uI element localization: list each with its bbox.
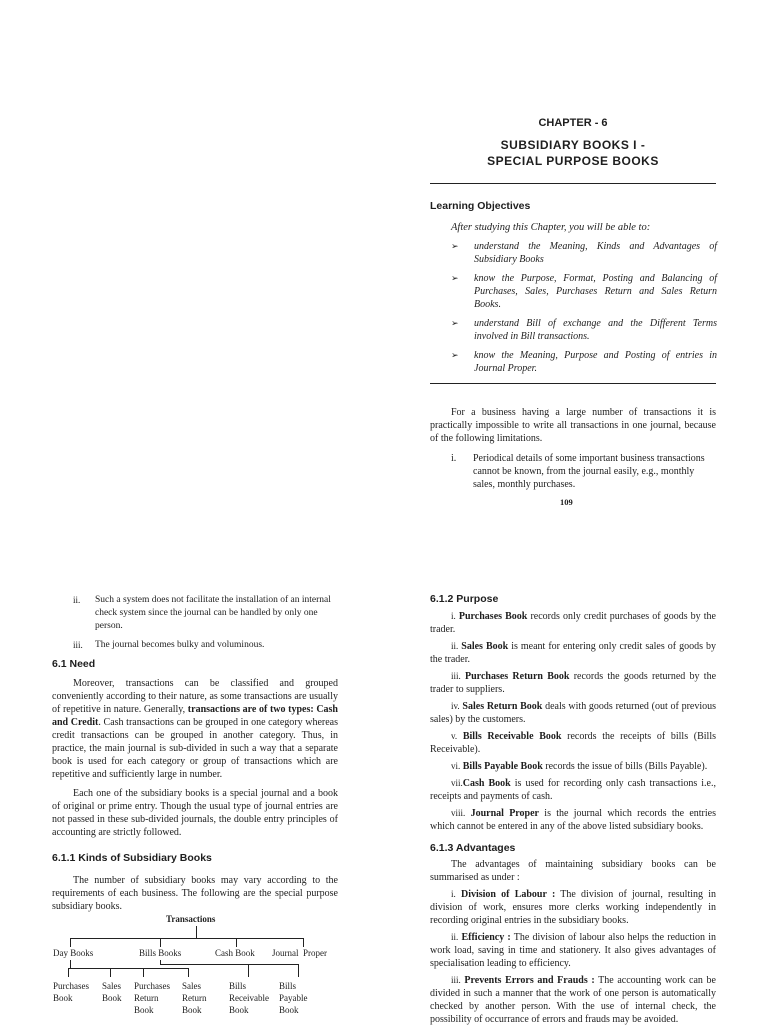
tree-connector	[188, 968, 189, 977]
limitations-list-continued	[73, 594, 338, 658]
purpose-list	[430, 610, 716, 837]
objective-item: ➢ understand Bill of exchange and the Different Terms involved in Bill transactions.	[451, 318, 717, 342]
objective-item: ➢ know the Meaning, Purpose and Posting of entries in Journal Proper.	[451, 350, 717, 374]
tree-connector	[70, 938, 71, 947]
tree-journal-proper: Journal Proper	[272, 948, 327, 958]
tree-sales-return-book: Sales Return Book	[182, 981, 207, 1015]
limitations-list-top	[451, 452, 717, 497]
page-number: 109	[560, 497, 573, 507]
learning-objectives-intro: After studying this Chapter, you will be able to:	[451, 222, 651, 233]
objective-item: ➢ understand the Meaning, Kinds and Advantages of Subsidiary Books	[451, 241, 717, 265]
learning-objectives-list	[451, 240, 717, 381]
purpose-item: vii.Cash Book is used for recording only cash transactions i.e., receipts and payments of cash.	[430, 778, 716, 802]
need-paragraph-2: Each one of the subsidiary books is a special journal and a book of original or prime entry. Though the usual type of journal entries are not passed in these sub-divided journals, the double entry principles of accounting are strictly followed.	[52, 788, 338, 838]
tree-connector	[70, 960, 71, 968]
tree-root: Transactions	[166, 914, 216, 924]
purpose-item: iii. Purchases Return Book records the goods returned by the trader to suppliers.	[430, 671, 717, 695]
chapter-title-line1: SUBSIDIARY BOOKS I -	[500, 138, 646, 152]
tree-connector	[236, 938, 237, 947]
kinds-paragraph: The number of subsidiary books may vary according to the requirements of each business. The following are the special purpose subsidiary books.	[52, 875, 338, 912]
tree-bills-books: Bills Books	[139, 948, 182, 958]
tree-connector	[298, 964, 299, 977]
tree-connector	[68, 968, 188, 969]
tree-purchases-return-book: Purchases Return Book	[134, 981, 170, 1015]
arrow-bullet-icon: ➢	[451, 241, 459, 251]
purpose-item: viii. Journal Proper is the journal which records the entries which cannot be entered in any of the above listed subsidiary books.	[430, 808, 716, 832]
tree-connector	[248, 964, 249, 977]
tree-day-books: Day Books	[53, 948, 94, 958]
limitation-item: ii. Such a system does not facilitate the installation of an internal check system since the journal can be handled by only one person.	[73, 595, 331, 631]
need-paragraph-1: Moreover, transactions can be classified and grouped conveniently according to their nature, as some transactions are usually of repetitive in nature. Generally, transactions are of two types: Cash and Credit. Cash transactions can be grouped in one category whereas credit transactions can be grouped in another category. Thus, in practice, the main journal is sub-divided in such a way that a separate book is used for each category or group of transactions which are repetitive and sufficiently large in number.	[52, 678, 339, 780]
limitation-item: i. Periodical details of some important business transactions cannot be known, from the journal easily, e.g., monthly sales, monthly purchases.	[451, 453, 705, 490]
arrow-bullet-icon: ➢	[451, 273, 459, 283]
subsidiary-books-tree	[50, 905, 380, 1024]
limitation-item: iii. The journal becomes bulky and voluminous.	[73, 640, 265, 650]
learning-objectives-heading: Learning Objectives	[430, 200, 531, 212]
chapter-title-line2: SPECIAL PURPOSE BOOKS	[487, 154, 659, 168]
tree-connector	[70, 938, 303, 939]
divider-top	[430, 183, 716, 184]
advantages-heading: 6.1.3 Advantages	[430, 842, 516, 854]
purpose-heading: 6.1.2 Purpose	[430, 593, 499, 605]
tree-connector	[303, 938, 304, 947]
tree-connector	[160, 938, 161, 947]
intro-paragraph: For a business having a large number of transactions it is practically impossible to write all transactions in one journal, because of the following limitations.	[430, 407, 716, 444]
chapter-label: CHAPTER - 6	[538, 117, 608, 129]
advantage-item: iii. Prevents Errors and Frauds : The accounting work can be divided in such a manner that the work of one person is automatically checked by another person. With the use of internal check, the possibility of occurrance of errors and frauds may be avoided.	[430, 975, 716, 1025]
tree-cash-book: Cash Book	[215, 948, 255, 958]
tree-connector	[143, 968, 144, 977]
objective-item: ➢ know the Purpose, Format, Posting and Balancing of Purchases, Sales, Purchases Return and Sales Return Books.	[451, 273, 717, 310]
need-heading: 6.1 Need	[52, 658, 96, 670]
purpose-item: i. Purchases Book records only credit purchases of goods by the trader.	[430, 611, 716, 635]
advantages-intro: The advantages of maintaining subsidiary books can be summarised as under :	[430, 859, 716, 883]
tree-bills-payable-book: Bills Payable Book	[279, 981, 308, 1015]
advantage-item: i. Division of Labour : The division of journal, resulting in division of work, ensures more clerks working independently in recording original entries in the subsidiary books.	[430, 889, 716, 926]
purpose-item: v. Bills Receivable Book records the receipts of bills (Bills Receivable).	[430, 731, 717, 755]
tree-connector	[196, 926, 197, 938]
arrow-bullet-icon: ➢	[451, 350, 459, 360]
divider-bottom	[430, 383, 716, 384]
kinds-heading: 6.1.1 Kinds of Subsidiary Books	[52, 852, 212, 864]
purpose-item: iv. Sales Return Book deals with goods returned (out of previous sales) by the customers.	[430, 701, 717, 725]
tree-connector	[110, 968, 111, 977]
tree-sales-book: Sales Book	[102, 981, 122, 1003]
purpose-item: ii. Sales Book is meant for entering only credit sales of goods by the trader.	[430, 641, 717, 665]
tree-connector	[68, 968, 69, 977]
arrow-bullet-icon: ➢	[451, 318, 459, 328]
advantage-item: ii. Efficiency : The division of labour also helps the reduction in work load, saving in time and stationery. It also gives advantages of specialisation leading to efficiency.	[430, 932, 717, 969]
purpose-item: vi. Bills Payable Book records the issue of bills (Bills Payable).	[451, 761, 708, 772]
tree-connector	[160, 964, 298, 965]
tree-bills-receivable-book: Bills Receivable Book	[229, 981, 269, 1015]
tree-purchases-book: Purchases Book	[53, 981, 89, 1003]
advantages-list	[430, 858, 716, 1030]
